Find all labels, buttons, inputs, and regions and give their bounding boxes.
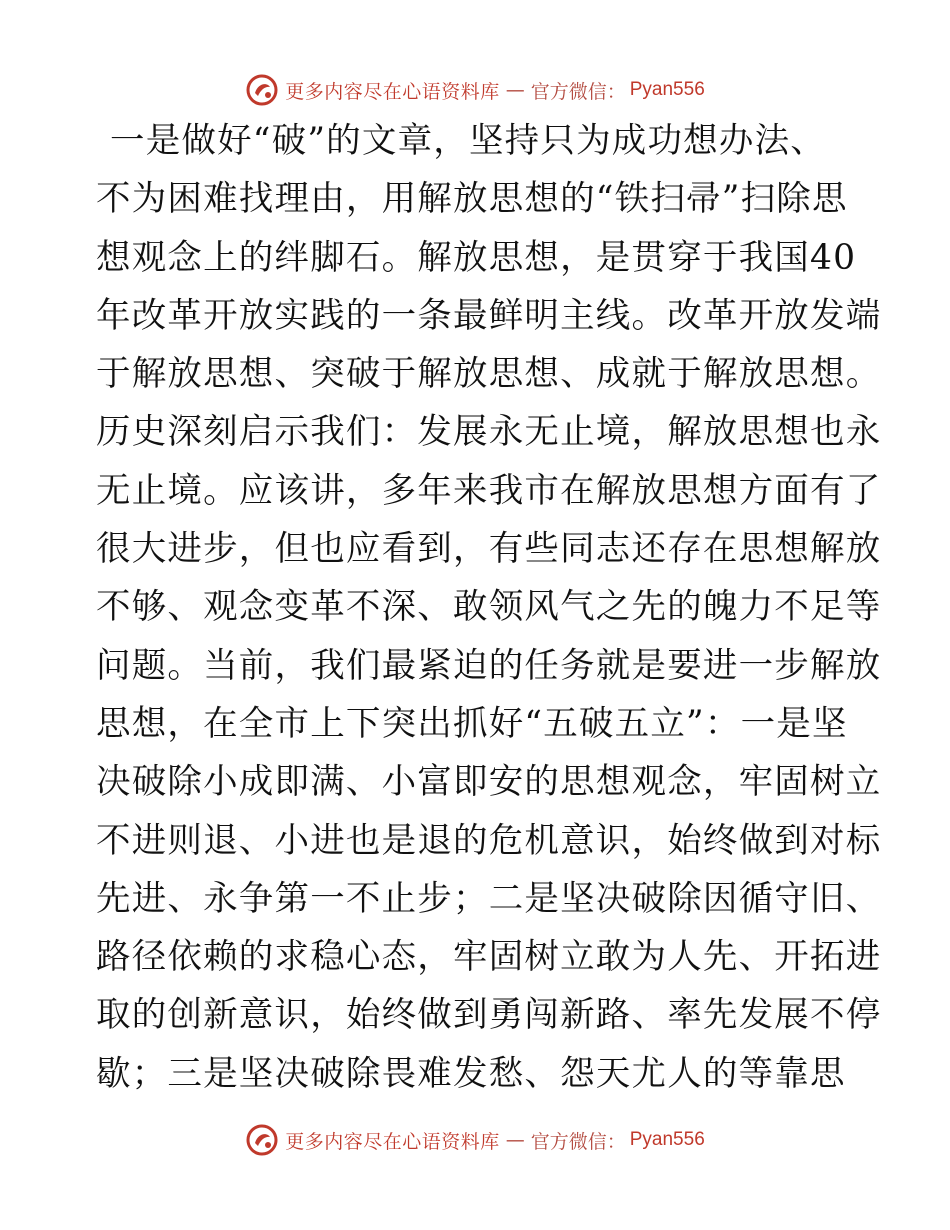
brand-logo-icon — [245, 73, 279, 107]
watermark-separator: — — [505, 79, 525, 101]
text-line: 决破除小成即满、小富即安的思想观念，牢固树立 — [96, 762, 882, 803]
text-line: 年改革开放实践的一条最鲜明主线。改革开放发端 — [96, 295, 882, 336]
text-line: 取的创新意识，始终做到勇闯新路、率先发展不停 — [96, 995, 882, 1036]
text-line: 想观念上的绊脚石。解放思想，是贯穿于我国40 — [96, 237, 857, 278]
watermark-wechat-id: Pyan556 — [629, 1129, 705, 1150]
document-body — [96, 112, 882, 1103]
text-line: 不为困难找理由，用解放思想的“铁扫帚”扫除思 — [96, 179, 848, 220]
watermark-wechat-label: 官方微信： — [530, 80, 626, 103]
brand-logo-icon — [245, 1123, 279, 1157]
watermark-wechat-id: Pyan556 — [629, 79, 705, 100]
text-line: 不够、观念变革不深、敢领风气之先的魄力不足等 — [96, 587, 882, 628]
text-line: 思想，在全市上下突出抓好“五破五立”：一是坚 — [96, 703, 848, 744]
text-line: 先进、永争第一不止步；二是坚决破除因循守旧、 — [96, 878, 882, 919]
text-line: 问题。当前，我们最紧迫的任务就是要进一步解放 — [96, 645, 882, 686]
text-line: 歇；三是坚决破除畏难发愁、怨天尤人的等靠思 — [96, 1053, 846, 1094]
watermark-brand-text: 更多内容尽在心语资料库 — [285, 1130, 500, 1153]
watermark-wechat-label: 官方微信： — [530, 1130, 626, 1153]
text-line: 路径依赖的求稳心态，牢固树立敢为人先、开拓进 — [96, 937, 882, 978]
footer-watermark — [0, 1122, 950, 1158]
header-watermark — [0, 72, 950, 108]
text-line: 于解放思想、突破于解放思想、成就于解放思想。 — [96, 354, 882, 395]
text-line: 很大进步，但也应看到，有些同志还存在思想解放 — [96, 529, 882, 570]
text-line: 不进则退、小进也是退的危机意识，始终做到对标 — [96, 820, 882, 861]
watermark-separator: — — [505, 1129, 525, 1151]
text-line: 一是做好“破”的文章，坚持只为成功想办法、 — [110, 121, 826, 161]
text-line: 历史深刻启示我们：发展永无止境，解放思想也永 — [96, 412, 882, 453]
watermark-brand-text: 更多内容尽在心语资料库 — [285, 80, 500, 103]
text-line: 无止境。应该讲，多年来我市在解放思想方面有了 — [96, 470, 882, 511]
